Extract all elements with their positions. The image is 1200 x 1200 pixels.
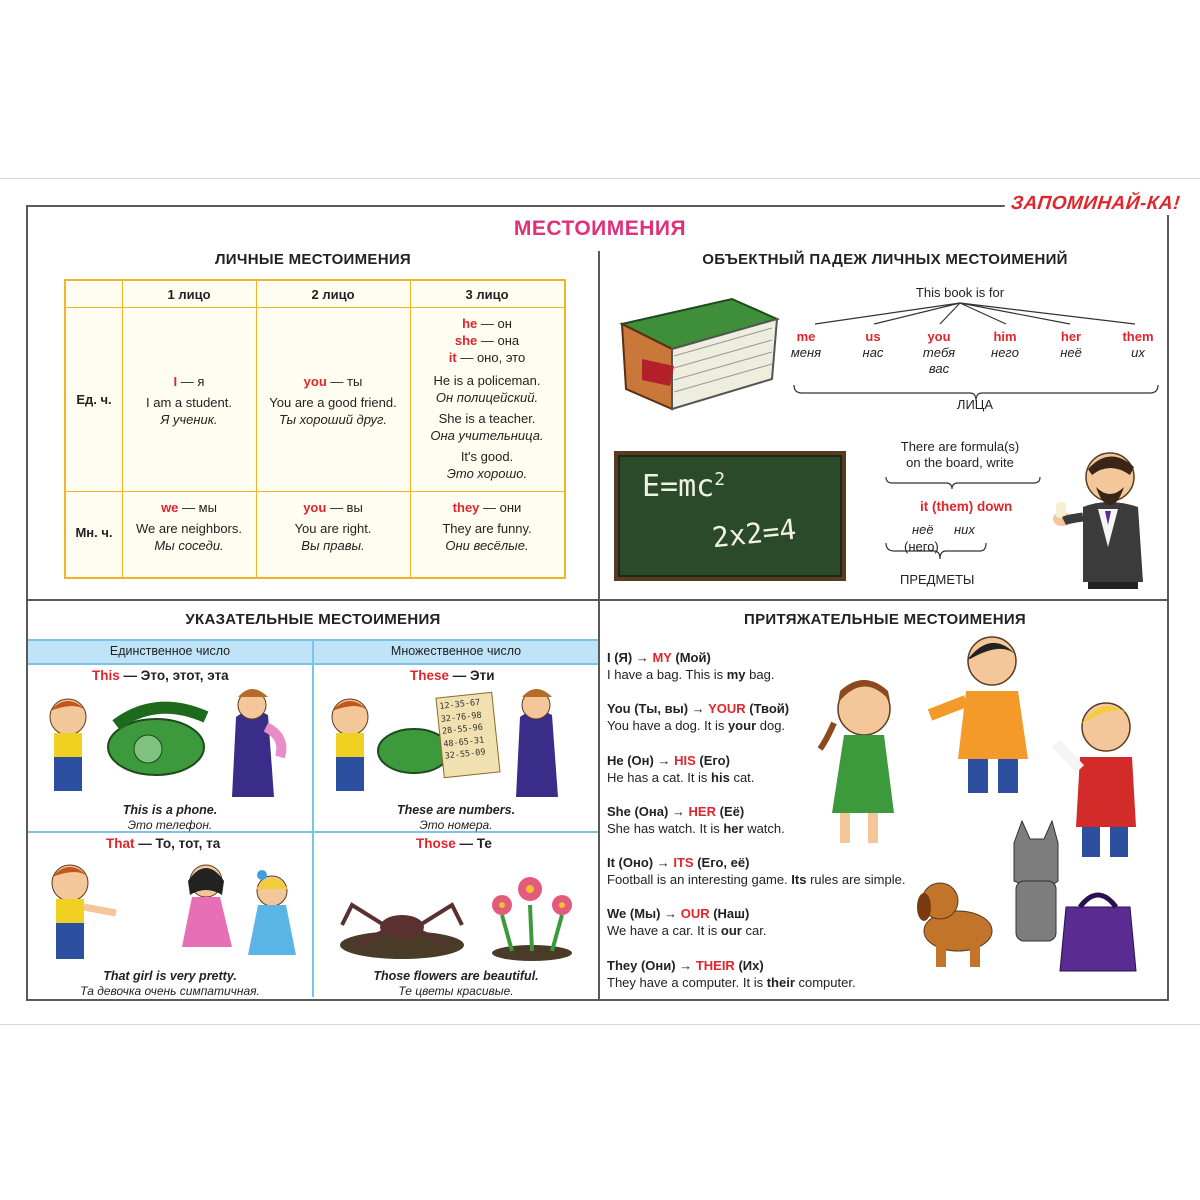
these-example: These are numbers. — [396, 803, 516, 817]
possessive-item-their: They (Они) → THEIR (Их) They have a computer. It is their computer. — [607, 958, 856, 990]
pronoun-her: her неё — [1060, 329, 1082, 360]
phone-scene-illustration — [36, 687, 306, 799]
possessive-item-his: He (Он) → HIS (Его) He has a cat. It is his cat. — [607, 753, 755, 785]
these-example-ru: Это номера. — [419, 818, 493, 832]
those-example: Those flowers are beautiful. — [373, 969, 539, 983]
girls-scene-illustration — [36, 855, 306, 963]
ru-it-alt: (него) — [904, 539, 939, 554]
these-label: These — Эти — [410, 668, 495, 683]
header-2nd: 2 лицо — [311, 287, 355, 302]
main-title: МЕСТОИМЕНИЯ — [513, 217, 687, 240]
numbers-list: 12-35-67 32-76-98 28-55-96 48-65-31 32-55-09 — [438, 697, 486, 762]
personal-table — [64, 279, 566, 579]
that-example-ru: Та девочка очень симпатичная. — [80, 984, 260, 998]
pronoun-you: you тебя вас — [922, 329, 956, 376]
that-label: That — То, тот, та — [106, 836, 221, 851]
formula-emc: $E=mc^2$ — [642, 469, 726, 504]
formula-2x2: 2x2=4 — [710, 512, 798, 555]
possessive-title: ПРИТЯЖАТЕЛЬНЫЕ МЕСТОИМЕНИЯ — [743, 611, 1026, 628]
pronoun-him: him него — [991, 329, 1019, 360]
sentence-board: There are formula(s) on the board, write — [900, 439, 1020, 470]
sentence-book: This book is for — [915, 285, 1005, 300]
pronoun-us: us нас — [862, 329, 884, 360]
poster-card — [0, 178, 1200, 1025]
demonstrative-table — [28, 639, 598, 997]
pl-2nd-cell: you — вы You are right. Вы правы. — [294, 500, 372, 553]
persons-label: ЛИЦА — [956, 397, 994, 412]
this-label: This — Это, этот, эта — [92, 668, 229, 683]
sg-3rd-cell: he — он she — она it — оно, это He is a policeman. Он полицейский. She is a teacher. Она учительница. It's good. Это хорошо. — [430, 316, 544, 481]
chalkboard — [614, 451, 846, 581]
horizontal-divider — [26, 599, 1169, 601]
those-label: Those — Те — [416, 836, 492, 851]
possessive-item-our: We (Мы) → OUR (Наш) We have a car. It is our car. — [607, 906, 767, 938]
sg-1st-cell: I — я I am a student. Я ученик. — [146, 374, 232, 427]
this-example: This is a phone. — [122, 803, 218, 817]
possessive-item-my: I (Я) → MY (Мой) I have a bag. This is my bag. — [607, 650, 775, 682]
row-label-singular: Ед. ч. — [76, 392, 112, 407]
kids-pets-illustration — [818, 631, 1163, 997]
possessive-item-its: It (Оно) → ITS (Его, её) Football is an interesting game. Its rules are simple. — [607, 855, 906, 887]
that-example: That girl is very pretty. — [103, 969, 237, 983]
teacher-illustration — [1048, 447, 1160, 589]
header-3rd: 3 лицо — [465, 287, 509, 302]
row-label-plural: Мн. ч. — [75, 525, 113, 540]
objects-label: ПРЕДМЕТЫ — [900, 572, 975, 587]
head-singular: Единственное число — [28, 639, 312, 665]
sg-2nd-cell: you — ты You are a good friend. Ты хороший друг. — [269, 374, 397, 427]
possessive-item-her: She (Она) → HER (Её) She has watch. It is her watch. — [607, 804, 785, 836]
phrase-it-them-down: it (them) down — [920, 499, 1013, 514]
pronoun-them: them их — [1122, 329, 1154, 360]
header-1st: 1 лицо — [167, 287, 211, 302]
book-icon — [612, 294, 782, 414]
possessive-item-your: You (Ты, вы) → YOUR (Твой) You have a dog. It is your dog. — [607, 701, 790, 733]
ru-it: неё — [912, 522, 934, 537]
demonstrative-title: УКАЗАТЕЛЬНЫЕ МЕСТОИМЕНИЯ — [185, 611, 441, 628]
head-plural: Множественное число — [314, 639, 598, 665]
personal-title: ЛИЧНЫЕ МЕСТОИМЕНИЯ — [214, 251, 412, 268]
those-example-ru: Те цветы красивые. — [398, 984, 514, 998]
pronoun-me: me меня — [790, 329, 822, 360]
pl-3rd-cell: they — они They are funny. Они весёлые. — [442, 500, 532, 553]
flowers-scene-illustration — [322, 855, 592, 963]
pl-1st-cell: we — мы We are neighbors. Мы соседи. — [136, 500, 242, 553]
object-case-title: ОБЪЕКТНЫЙ ПАДЕЖ ЛИЧНЫХ МЕСТОИМЕНИЙ — [702, 251, 1068, 268]
ru-them: них — [954, 522, 975, 537]
brand-logo: ЗАПОМИНАЙ-КА! — [1004, 193, 1187, 215]
this-example-ru: Это телефон. — [127, 818, 213, 832]
